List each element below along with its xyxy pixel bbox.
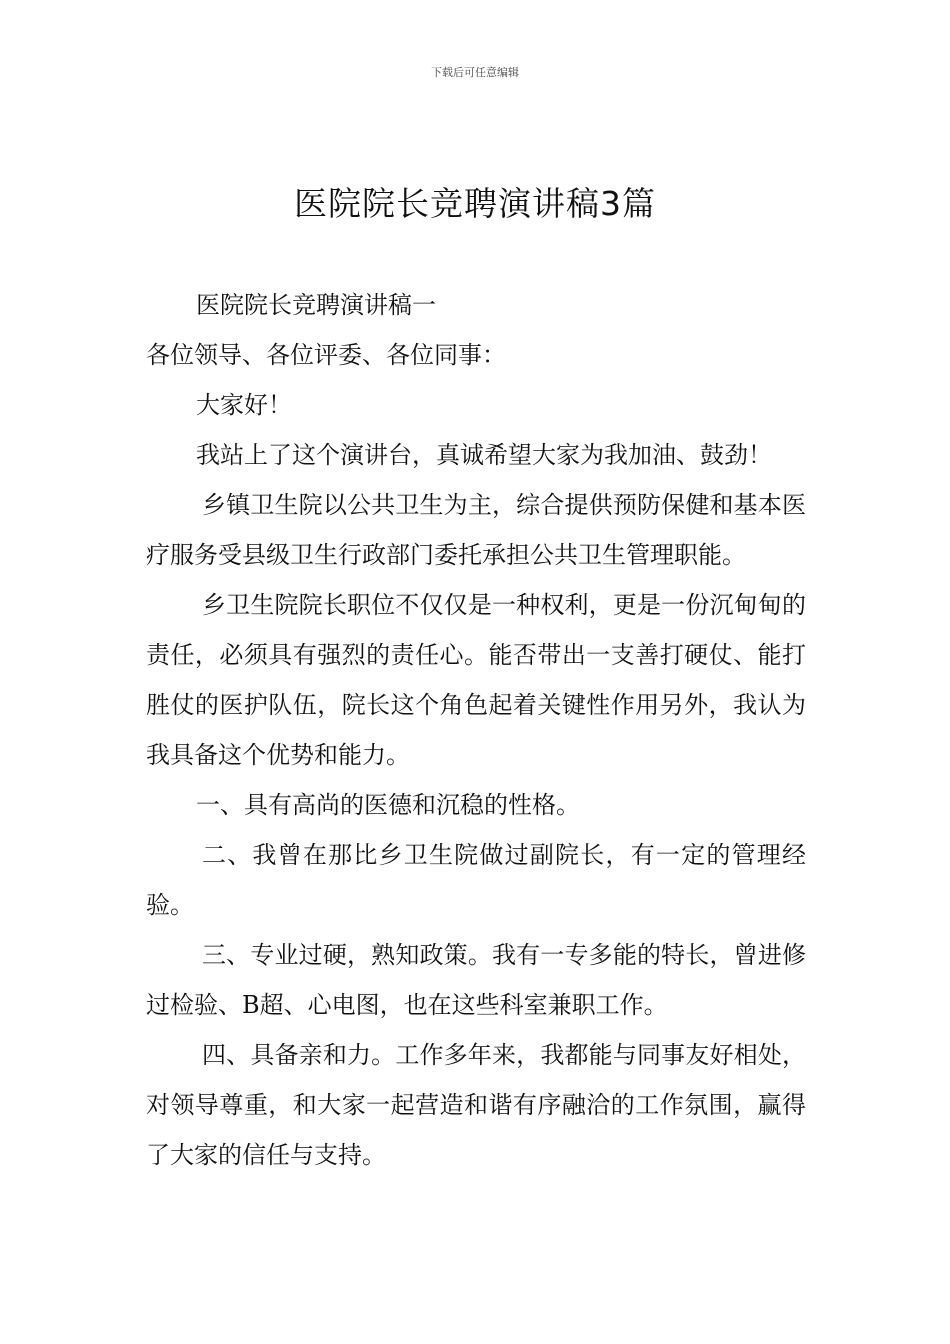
- paragraph-point-two: 二、我曾在那比乡卫生院做过副院长，有一定的管理经验。: [146, 841, 806, 919]
- document-title: 医院院长竞聘演讲稿3篇: [294, 184, 656, 223]
- header-note: 下载后可任意编辑: [431, 66, 519, 79]
- paragraph-point-three: 三、专业过硬，熟知政策。我有一专多能的特长，曾进修过检验、B超、心电图，也在这些科室兼职工作。: [146, 941, 806, 1019]
- paragraph-subtitle: 医院院长竞聘演讲稿一: [196, 291, 436, 319]
- paragraph-point-four: 四、具备亲和力。工作多年来，我都能与同事友好相处，对领导尊重，和大家一起营造和谐有序融洽的工作氛围，赢得了大家的信任与支持。: [146, 1041, 806, 1169]
- paragraph-responsibility: 乡卫生院院长职位不仅仅是一种权利，更是一份沉甸甸的责任，必须具有强烈的责任心。能否带出一支善打硬仗、能打胜仗的医护队伍，院长这个角色起着关键性作用另外，我认为我具备这个优势和能力。: [146, 591, 806, 769]
- paragraph-intro: 我站上了这个演讲台，真诚希望大家为我加油、鼓劲！: [196, 441, 772, 469]
- paragraph-hospital-role: 乡镇卫生院以公共卫生为主，综合提供预防保健和基本医疗服务受县级卫生行政部门委托承担公共卫生管理职能。: [146, 491, 806, 569]
- paragraph-point-one: 一、具有高尚的医德和沉稳的性格。: [196, 791, 580, 819]
- document-body: [146, 280, 806, 1180]
- paragraph-salutation: 各位领导、各位评委、各位同事：: [146, 341, 506, 369]
- paragraph-greeting: 大家好！: [196, 391, 292, 419]
